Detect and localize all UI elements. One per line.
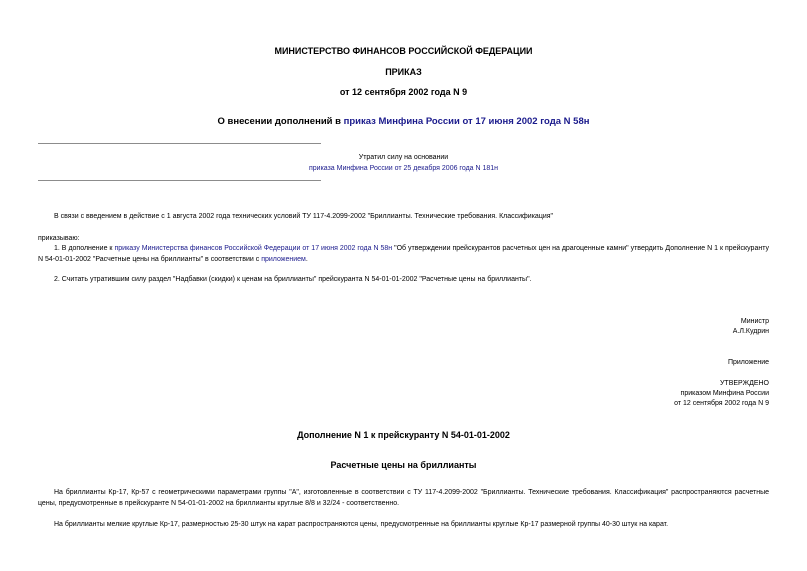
appendix-label: Приложение	[727, 359, 769, 366]
order-word: приказываю:	[38, 235, 80, 242]
subject-link[interactable]: приказ Минфина России от 17 июня 2002 года N 58н	[343, 116, 590, 127]
document-type: ПРИКАЗ	[385, 67, 422, 77]
item-1-text-a: 1. В дополнение к	[54, 245, 115, 252]
item-1-link-order[interactable]: приказу Министерства финансов Российской Федерации от 17 июня 2002 года N 58н	[114, 245, 393, 252]
item-2: 2. Считать утратившим силу раздел "Надбавки (скидки) к ценам на бриллианты" прейскуранта N 54-01-01-2002 "Расчетные цены на бриллианты".	[54, 276, 532, 283]
approved-by: приказом Минфина России	[680, 390, 769, 397]
signature-name: А.Л.Кудрин	[732, 328, 769, 335]
ministry-heading: МИНИСТЕРСТВО ФИНАНСОВ РОССИЙСКОЙ ФЕДЕРАЦИИ	[274, 46, 533, 56]
intro-paragraph: В связи с введением в действие с 1 августа 2002 года технических условий ТУ 117-4.2099-2002 "Бриллианты. Технические требования. Классификация"	[54, 213, 554, 220]
document-date-number: от 12 сентября 2002 года N 9	[339, 87, 468, 97]
status-link[interactable]: приказа Минфина России от 25 декабря 2006 года N 181н	[308, 165, 499, 172]
subject-prefix: О внесении дополнений в	[217, 116, 344, 127]
item-1-link-appendix[interactable]: приложением	[261, 255, 306, 263]
appendix-paragraph-1: На бриллианты Кр-17, Кр-57 с геометрическими параметрами группы "А", изготовленные в соответствии с ТУ 117-4.2099-2002 "Бриллианты. Технические требования. Классификация" распространяются расчетные цены, предусмотренные в прейскуранте N 54-01-01-2002 на бриллианты круглые 8/8 и 32/24 - соответственно.	[38, 489, 769, 507]
appendix-paragraph-2: На бриллианты мелкие круглые Кр-17, размерностью 25-30 штук на карат распространяются цены, предусмотренные на бриллианты круглые Кр-17 размерной группы 40-30 штук на карат.	[54, 521, 669, 528]
status-top-rule	[38, 143, 321, 144]
document-subject	[0, 116, 807, 127]
status-link-line	[0, 164, 807, 174]
signature-title: Министр	[740, 318, 769, 325]
status-line: Утратил силу на основании	[358, 154, 449, 161]
appendix-subtitle: Расчетные цены на бриллианты	[330, 460, 477, 470]
status-bottom-rule	[38, 180, 321, 181]
item-1	[38, 244, 769, 265]
appendix-title: Дополнение N 1 к прейскуранту N 54-01-01-2002	[297, 430, 510, 440]
item-1-text-b: "Об утверждении прейскурантов расчетных цен на драгоценные камни" утвердить Дополнение N 1 к прейскуранту N 54-01-01-2002 "Расчетные цены на бриллианты" в соответствии с	[38, 245, 769, 263]
approved-date: от 12 сентября 2002 года N 9	[674, 400, 769, 407]
approved-label: УТВЕРЖДЕНО	[719, 380, 769, 387]
item-1-text-c: .	[305, 255, 308, 263]
